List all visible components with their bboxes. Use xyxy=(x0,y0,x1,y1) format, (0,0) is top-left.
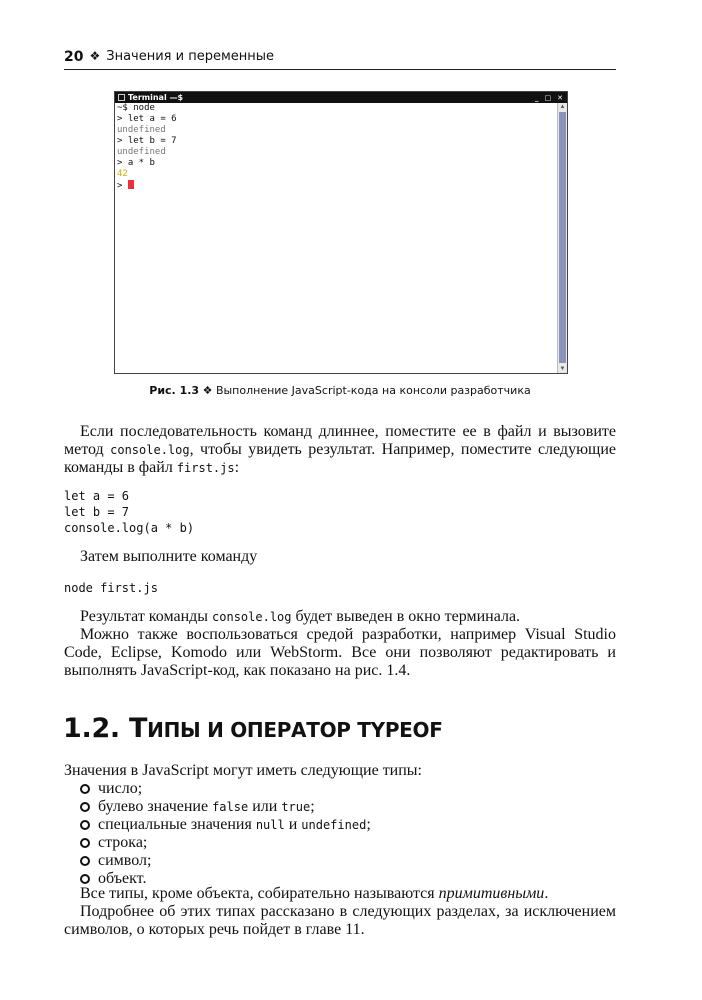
terminal-window xyxy=(114,91,568,374)
caption-separator: ❖ xyxy=(202,384,213,397)
heading-initial: Т xyxy=(129,713,148,744)
paragraph: Можно также воспользоваться средой разработки, например Visual Studio Code, Eclipse, Komodo или WebStorm. Все они позволяют редактировать и выполнять JavaScript-код, как показано на рис. 1.4. xyxy=(64,626,616,679)
text: булево значение xyxy=(98,798,213,815)
inline-code: true xyxy=(281,800,311,814)
paragraph: Значения в JavaScript могут иметь следующие типы: xyxy=(64,762,422,779)
list-item xyxy=(80,852,371,870)
inline-code: undefined xyxy=(301,818,367,832)
paragraph: Затем выполните команду xyxy=(80,548,258,565)
cursor xyxy=(128,180,134,189)
heading-smallcaps: ИПЫ И ОПЕРАТОР xyxy=(147,718,358,742)
terminal-title-bar xyxy=(115,92,567,103)
heading-smallcaps-keyword: TYPEOF xyxy=(357,718,443,742)
inline-code: console.log xyxy=(110,443,190,457)
inline-code: first.js xyxy=(176,461,235,475)
bullet-icon xyxy=(80,820,90,830)
paragraph: Подробнее об этих типах рассказано в следующих разделах, за исключением символов, о которых речь пойдет в главе 11. xyxy=(64,903,616,938)
text: Результат команды xyxy=(80,608,213,625)
bullet-icon xyxy=(80,802,90,812)
figure-label: Рис. 1.3 xyxy=(149,384,200,397)
terminal-line: undefined xyxy=(117,147,166,157)
running-header xyxy=(64,49,616,70)
text: число; xyxy=(98,780,143,797)
text: ; xyxy=(366,816,371,833)
text: и xyxy=(284,816,302,833)
bullet-icon xyxy=(80,874,90,884)
scrollbar-thumb[interactable] xyxy=(559,112,566,363)
inline-code: console.log xyxy=(212,610,292,624)
section-number: 1.2. xyxy=(63,713,120,744)
text: . xyxy=(544,885,549,902)
bullet-icon xyxy=(80,856,90,866)
inline-code: null xyxy=(255,818,285,832)
text: специальные значения xyxy=(98,816,256,833)
bullet-icon xyxy=(80,784,90,794)
chapter-title: Значения и переменные xyxy=(106,49,275,64)
code-block: node first.js xyxy=(64,581,158,595)
code-line: console.log(a * b) xyxy=(64,521,195,535)
terminal-output[interactable] xyxy=(115,103,558,373)
caption-text: Выполнение JavaScript-кода на консоли разработчика xyxy=(215,384,531,397)
list-item xyxy=(80,798,371,816)
text: Если последовательность команд длиннее, поместите ее в файл и вызовите метод xyxy=(64,423,616,458)
text: будет выведен в окно терминала. xyxy=(291,608,521,625)
minimize-icon[interactable]: _ xyxy=(535,93,539,102)
terminal-line: > let a = 6 xyxy=(117,114,177,124)
text: строка; xyxy=(98,834,148,851)
text: , чтобы увидеть результат. Например, поместите следующие команды в файл xyxy=(64,441,616,476)
terminal-line: 42 xyxy=(117,169,128,179)
paragraph xyxy=(64,608,616,626)
bullet-icon xyxy=(80,838,90,848)
header-separator: ❖ xyxy=(89,49,101,63)
code-block xyxy=(64,488,194,536)
terminal-prompt: > xyxy=(117,181,128,191)
text: объект. xyxy=(98,870,147,887)
figure-caption xyxy=(114,384,566,397)
terminal-title: Terminal —$ xyxy=(128,93,184,102)
text: или xyxy=(248,798,282,815)
terminal-prompt-line xyxy=(117,180,558,192)
page-number: 20 xyxy=(64,49,84,65)
list-item xyxy=(80,816,371,834)
type-list xyxy=(80,780,371,888)
text: символ; xyxy=(98,852,152,869)
list-item xyxy=(80,780,371,798)
terminal-line: ~$ node xyxy=(117,103,155,113)
emphasis: примитивными xyxy=(438,885,545,902)
maximize-icon[interactable]: □ xyxy=(544,93,552,102)
text: Все типы, кроме объекта, собирательно называются xyxy=(80,885,439,902)
scrollbar[interactable] xyxy=(557,103,567,373)
code-line: let a = 6 xyxy=(64,489,130,503)
scroll-down-icon[interactable]: ▼ xyxy=(559,366,566,372)
close-icon[interactable]: ✕ xyxy=(557,93,563,102)
code-line: let b = 7 xyxy=(64,505,130,519)
section-heading xyxy=(63,713,443,744)
terminal-line: undefined xyxy=(117,125,166,135)
terminal-line: > a * b xyxy=(117,158,155,168)
paragraph xyxy=(64,885,616,903)
text: : xyxy=(234,459,240,476)
text: ; xyxy=(310,798,315,815)
terminal-icon xyxy=(118,94,125,101)
list-item xyxy=(80,834,371,852)
inline-code: false xyxy=(212,800,249,814)
terminal-line: > let b = 7 xyxy=(117,136,177,146)
scroll-up-icon[interactable]: ▲ xyxy=(559,104,566,110)
paragraph xyxy=(64,423,616,477)
